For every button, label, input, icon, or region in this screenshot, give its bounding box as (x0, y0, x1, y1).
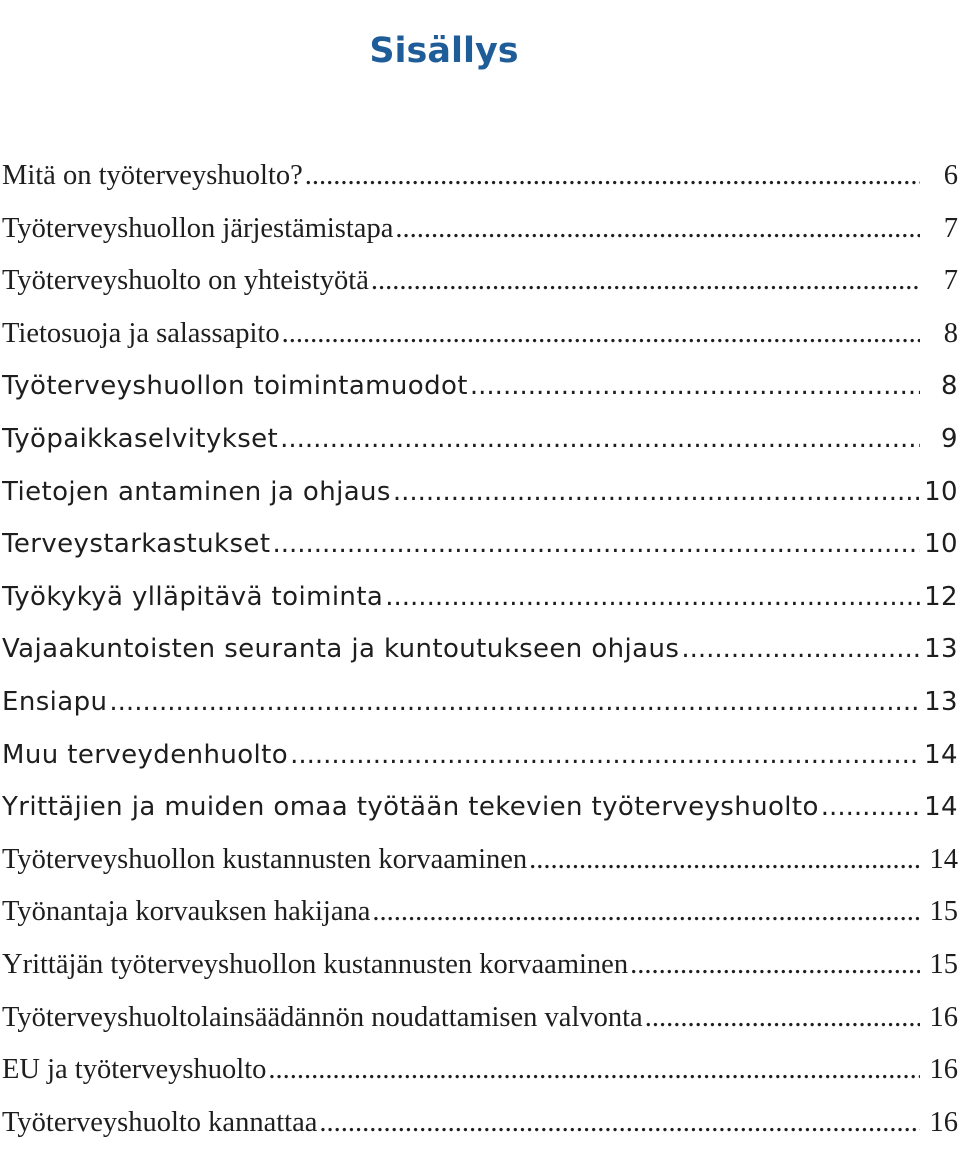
toc-entry-label: Työpaikkaselvitykset (2, 423, 279, 454)
toc-entry-page: 12 (924, 581, 958, 612)
toc-entry (2, 781, 958, 834)
toc-entry-label: Työterveyshuolto on yhteistyötä (2, 265, 369, 297)
toc-entry-label: Työterveyshuollon toimintamuodot (2, 371, 468, 402)
dot-leader (371, 255, 920, 308)
toc-entry (2, 150, 958, 203)
toc-entry (2, 992, 958, 1045)
dot-leader (393, 466, 920, 519)
toc-entry-label: Ensiapu (2, 686, 108, 717)
toc-entry-page: 15 (929, 948, 958, 980)
toc-entry-page: 14 (929, 843, 958, 875)
toc-entry (2, 1044, 958, 1097)
toc-entry-label: Työkykyä ylläpitävä toiminta (2, 581, 384, 612)
toc-entry (2, 729, 958, 782)
dot-leader (109, 676, 920, 729)
toc-entry-label: Yrittäjien ja muiden omaa työtään tekevien työterveyshuolto (2, 792, 819, 823)
dot-leader (529, 834, 920, 887)
toc-entry (2, 834, 958, 887)
toc-entry-label: Tietosuoja ja salassapito (2, 317, 280, 349)
dot-leader (280, 413, 920, 466)
toc-entry-page: 10 (924, 529, 958, 560)
toc-entry-page: 15 (929, 896, 958, 928)
toc-entry-label: Työterveyshuollon kustannusten korvaaminen (2, 843, 528, 875)
toc-entry-page: 10 (924, 476, 958, 507)
toc-entry-page: 7 (943, 212, 958, 244)
dot-leader (470, 360, 920, 413)
toc-entry (2, 308, 958, 361)
toc-entry-page: 14 (924, 739, 958, 770)
dot-leader (372, 886, 920, 939)
dot-leader (395, 203, 920, 256)
dot-leader (305, 150, 920, 203)
dot-leader (681, 623, 920, 676)
toc-entry-label: Työterveyshuolto kannattaa (2, 1106, 318, 1138)
toc-entry (2, 255, 958, 308)
toc-entry (2, 203, 958, 256)
toc-entry-page: 13 (924, 686, 958, 717)
toc-entry-page: 8 (941, 371, 958, 402)
toc-entry-page: 6 (943, 160, 958, 191)
toc-entry (2, 886, 958, 939)
toc-entry-label: Työterveyshuoltolainsäädännön noudattamisen valvonta (2, 1001, 643, 1033)
dot-leader (282, 308, 920, 361)
toc-entry-page: 13 (924, 634, 958, 665)
toc-entry (2, 1097, 958, 1149)
toc-entry (2, 676, 958, 729)
toc-entry-label: Tietojen antaminen ja ohjaus (2, 476, 391, 507)
dot-leader (645, 992, 920, 1045)
dot-leader (821, 781, 920, 834)
toc-entry-label: Työterveyshuollon järjestämistapa (2, 212, 394, 244)
toc-entry-page: 9 (941, 423, 958, 454)
page-title: Sisällys (369, 31, 519, 72)
toc-entry-page: 8 (943, 317, 958, 349)
toc-entry-label: Vajaakuntoisten seuranta ja kuntoutukseen ohjaus (2, 634, 680, 665)
dot-leader (268, 1044, 920, 1097)
toc-entry-label: Terveystarkastukset (2, 529, 271, 560)
toc-entry-page: 16 (929, 1001, 958, 1033)
toc-entry-label: Mitä on työterveyshuolto? (2, 160, 303, 191)
dot-leader (319, 1097, 920, 1149)
toc-entry (2, 466, 958, 519)
toc-entry-page: 16 (929, 1106, 958, 1138)
toc-entry-page: 7 (943, 265, 958, 297)
toc-entry-label: Yrittäjän työterveyshuollon kustannusten korvaaminen (2, 948, 629, 980)
toc-entry-page: 16 (929, 1054, 958, 1086)
table-of-contents (2, 150, 958, 1149)
dot-leader (630, 939, 920, 992)
toc-entry (2, 571, 958, 624)
toc-entry (2, 518, 958, 571)
toc-entry-label: Muu terveydenhuolto (2, 739, 289, 770)
toc-entry (2, 939, 958, 992)
dot-leader (272, 518, 920, 571)
dot-leader (385, 571, 920, 624)
toc-entry-label: Työnantaja korvauksen hakijana (2, 896, 371, 928)
toc-entry-label: EU ja työterveyshuolto (2, 1054, 267, 1086)
toc-entry (2, 360, 958, 413)
toc-entry-page: 14 (924, 792, 958, 823)
toc-entry (2, 623, 958, 676)
dot-leader (290, 729, 920, 782)
toc-entry (2, 413, 958, 466)
